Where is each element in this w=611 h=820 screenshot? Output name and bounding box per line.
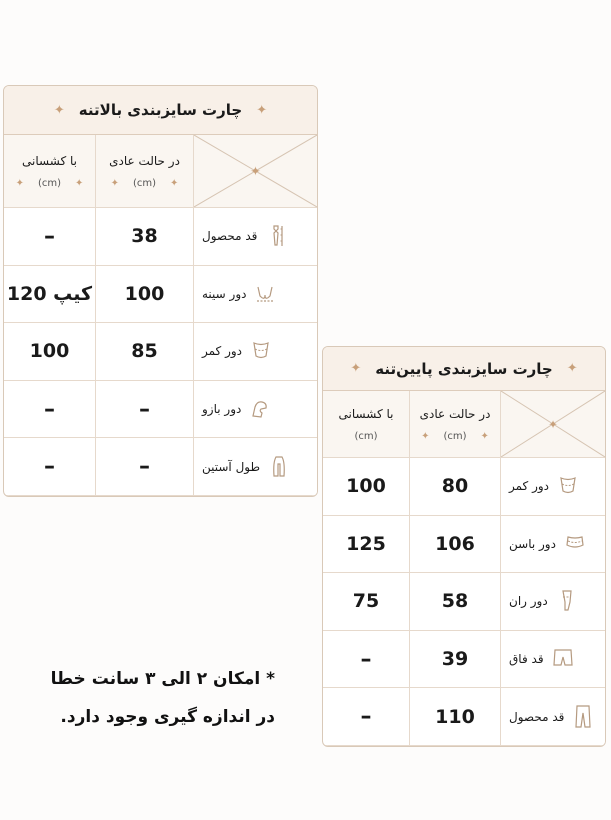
value-stretch: 125 xyxy=(346,532,386,555)
value-normal: 85 xyxy=(131,340,158,363)
value-normal: – xyxy=(139,454,150,480)
unit-row xyxy=(16,178,84,189)
cell-normal xyxy=(410,573,501,631)
cell-normal xyxy=(410,631,501,689)
cell-normal xyxy=(410,688,501,746)
row-label-cell xyxy=(501,631,605,689)
unit-row xyxy=(421,431,489,442)
value-stretch: 100 xyxy=(29,340,70,363)
value-stretch: 75 xyxy=(352,590,380,613)
row-label: دور سینه xyxy=(202,286,247,301)
value-stretch: – xyxy=(44,396,55,422)
row-label: طول آستین xyxy=(202,459,261,474)
cell-stretch xyxy=(4,266,96,324)
sparkle-icon: ✦ xyxy=(75,177,84,189)
row-label-cell xyxy=(194,438,317,496)
row-label: دور بازو xyxy=(202,402,242,417)
value-normal: 39 xyxy=(441,648,469,671)
lower-title: چارت سایزبندی پایین‌تنه xyxy=(375,359,553,378)
row-label-cell xyxy=(501,458,605,516)
upper-title-bar xyxy=(4,86,317,135)
shorts-icon xyxy=(552,646,574,672)
waist-icon xyxy=(557,473,579,499)
lower-header-stretch xyxy=(323,391,410,458)
row-label: دور ران xyxy=(509,594,548,609)
bra-icon xyxy=(254,281,276,307)
unit-label: (cm) xyxy=(132,177,157,189)
cell-normal xyxy=(96,266,194,324)
value-stretch: – xyxy=(44,454,55,480)
cell-stretch xyxy=(4,438,96,496)
unit-label: (cm) xyxy=(354,430,378,442)
row-label: دور باسن xyxy=(509,536,556,551)
row-label: دور کمر xyxy=(509,479,550,494)
value-normal: 38 xyxy=(131,225,158,248)
header-corner-cell xyxy=(501,391,605,458)
lower-size-chart xyxy=(322,346,606,747)
cell-normal xyxy=(96,208,194,266)
cell-stretch xyxy=(323,688,410,746)
sparkle-icon: ✦ xyxy=(110,177,119,189)
lower-header-normal xyxy=(410,391,501,458)
row-label: قد فاق xyxy=(509,652,544,667)
cell-stretch xyxy=(323,458,410,516)
value-normal: – xyxy=(139,396,150,422)
diagonal-decoration-icon xyxy=(501,391,605,457)
unit-row xyxy=(111,178,179,189)
thigh-icon xyxy=(556,588,578,614)
row-label-cell xyxy=(194,323,317,381)
cell-stretch xyxy=(323,631,410,689)
row-label: دور کمر xyxy=(202,344,243,359)
upper-size-chart xyxy=(3,85,318,497)
column-header-normal: در حالت عادی xyxy=(419,406,491,421)
sparkle-icon: ✦ xyxy=(256,102,268,118)
sparkle-icon: ✦ xyxy=(480,430,489,442)
upper-header-normal xyxy=(96,135,194,208)
cell-normal xyxy=(410,458,501,516)
column-header-normal: در حالت عادی xyxy=(109,153,180,168)
value-normal: 106 xyxy=(435,532,475,555)
sparkle-icon: ✦ xyxy=(15,177,24,189)
cell-normal xyxy=(96,323,194,381)
measurement-note xyxy=(50,660,275,736)
sparkle-icon: ✦ xyxy=(53,102,65,118)
cell-normal xyxy=(410,516,501,574)
value-normal: 80 xyxy=(441,475,469,498)
value-normal: 110 xyxy=(435,705,475,728)
cell-stretch xyxy=(4,208,96,266)
pants-icon xyxy=(572,704,594,730)
cell-normal xyxy=(96,381,194,439)
row-label: قد محصول xyxy=(509,709,565,724)
svg-text:✦: ✦ xyxy=(250,164,261,180)
cell-normal xyxy=(96,438,194,496)
value-stretch: 120 کیپ xyxy=(6,282,93,305)
row-label: قد محصول xyxy=(202,229,258,244)
cell-stretch xyxy=(323,573,410,631)
value-stretch: 100 xyxy=(346,475,386,498)
unit-row xyxy=(354,431,377,442)
sparkle-icon: ✦ xyxy=(170,177,179,189)
ruler-body-icon xyxy=(265,223,287,249)
row-label-cell xyxy=(501,516,605,574)
value-stretch: – xyxy=(360,646,372,672)
row-label-cell xyxy=(501,688,605,746)
note-line-1: * امکان ۲ الی ۳ سانت خطا xyxy=(50,669,275,689)
row-label-cell xyxy=(501,573,605,631)
sparkle-icon: ✦ xyxy=(421,430,430,442)
value-stretch: – xyxy=(44,223,55,249)
row-label-cell xyxy=(194,381,317,439)
sparkle-icon: ✦ xyxy=(566,361,578,376)
upper-header-stretch xyxy=(4,135,96,208)
diagonal-decoration-icon xyxy=(194,135,317,207)
unit-label: (cm) xyxy=(37,177,62,189)
unit-label: (cm) xyxy=(443,430,467,442)
arm-icon xyxy=(249,396,271,422)
cell-stretch xyxy=(323,516,410,574)
value-normal: 100 xyxy=(124,282,165,305)
lower-title-bar xyxy=(323,347,605,391)
sparkle-icon: ✦ xyxy=(350,361,362,376)
column-header-stretch: با کشسانی xyxy=(338,406,394,421)
note-line-2: در اندازه گیری وجود دارد. xyxy=(60,707,275,727)
waist-icon xyxy=(250,338,272,364)
column-header-stretch: با کشسانی xyxy=(22,153,77,168)
cell-stretch xyxy=(4,323,96,381)
svg-text:✦: ✦ xyxy=(547,417,559,432)
cell-stretch xyxy=(4,381,96,439)
value-stretch: – xyxy=(360,704,372,730)
value-normal: 58 xyxy=(441,590,469,613)
upper-title: چارت سایزبندی بالاتنه xyxy=(78,101,243,119)
row-label-cell xyxy=(194,266,317,324)
row-label-cell xyxy=(194,208,317,266)
sleeve-icon xyxy=(268,454,290,480)
header-corner-cell xyxy=(194,135,317,208)
hip-icon xyxy=(564,531,586,557)
